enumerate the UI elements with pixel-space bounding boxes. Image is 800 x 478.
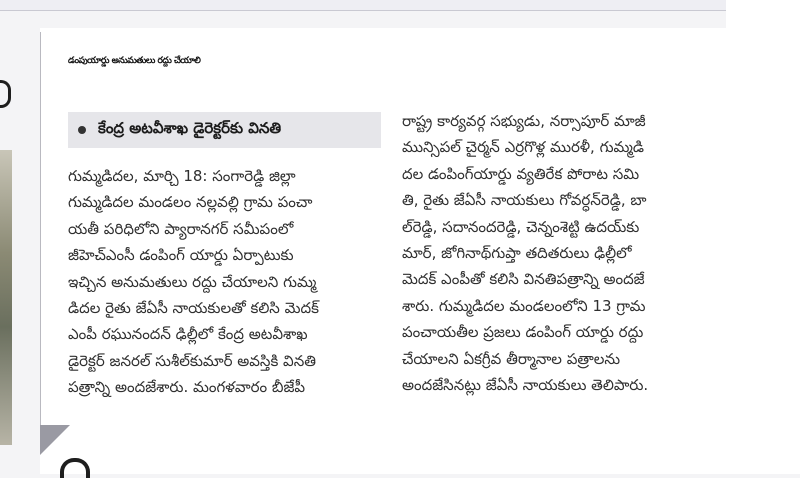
body-line: గుమ్మడిదల మండలం నల్లవల్లి గ్రామ పంచా [68,193,313,212]
adjacent-photo-strip [0,150,12,445]
article-column-right [402,108,724,398]
body-line: జీహెచ్‌ఎంసీ డంపింగ్ యార్డు ఏర్పాటుకు [68,246,294,265]
next-article-glyph [60,458,90,478]
body-line: రాష్ట్ర కార్యవర్గ సభ్యుడు, నర్సాపూర్ మాజీ [402,112,646,130]
article-border-rule [40,32,41,427]
body-line: ఇచ్చిన అనుమతులు రద్దు చేయాలని గుమ్మ [68,272,317,291]
body-line: డిదల రైతు జేఏసీ నాయకులతో కలిసి మెదక్ [68,299,319,318]
body-line: చేయాలని ఏకగ్రీవ తీర్మానాల పత్రాలను [402,349,621,368]
page-margin [726,0,800,474]
body-line: తి, రైతు జేఏసీ నాయకులు గోవర్ధన్‌రెడ్డి, బా [402,191,647,210]
body-line: మున్సిపల్ చైర్మన్ ఎర్రగొళ్ల మురళీ, గుమ్మడి [402,138,645,157]
previous-article-edge [0,0,726,11]
subheading-box [68,112,381,148]
body-line: మెదక్ ఎంపీతో కలిసి వినతిపత్రాన్ని అందజే [402,270,645,289]
adjacent-article-glyph [0,80,11,108]
article-column-left [68,163,381,401]
body-line: శారు. గుమ్మడిదల మండలంలోని 13 గ్రామ [402,296,646,315]
body-line: డైరెక్టర్ జనరల్ సుశీల్‌కుమార్ అవస్తికి వినతి [68,351,316,370]
body-line: పంచాయతీల ప్రజలు డంపింగ్ యార్డు రద్దు [402,323,644,342]
article-subheading: కేంద్ర అటవీశాఖ డైరెక్టర్‌కు వినతి [98,119,282,137]
body-line: దల డంపింగ్‌యార్డు వ్యతిరేక పోరాట సమి [402,164,640,183]
body-line: అందజేసినట్లు జేఏసీ నాయకులు తెలిపారు. [402,376,649,395]
body-line: యతీ పరిధిలోని ప్యారానగర్ సమీపంలో [68,219,294,238]
body-line: మార్, జోగినాథ్‌గుప్తా తదితరులు ఢిల్లీలో [402,244,632,263]
bullet-icon [78,126,86,134]
body-line: గుమ్మడిదల, మార్చి 18: సంగారెడ్డి జిల్లా [68,167,296,185]
article-corner-mark [40,425,70,455]
body-line: ల్‌రెడ్డి, సదానందరెడ్డి, చెన్నంశెట్టి ఉదయ్‌కు [402,217,640,236]
body-line: ఎంపీ రఘునందన్ ఢిల్లీలో కేంద్ర అటవీశాఖ [68,325,308,344]
article-headline: డంపుయార్డు అనుమతులు రద్దు చేయాలి [68,56,201,66]
body-line: పత్రాన్ని అందజేశారు. మంగళవారం బీజేపీ [68,378,306,397]
